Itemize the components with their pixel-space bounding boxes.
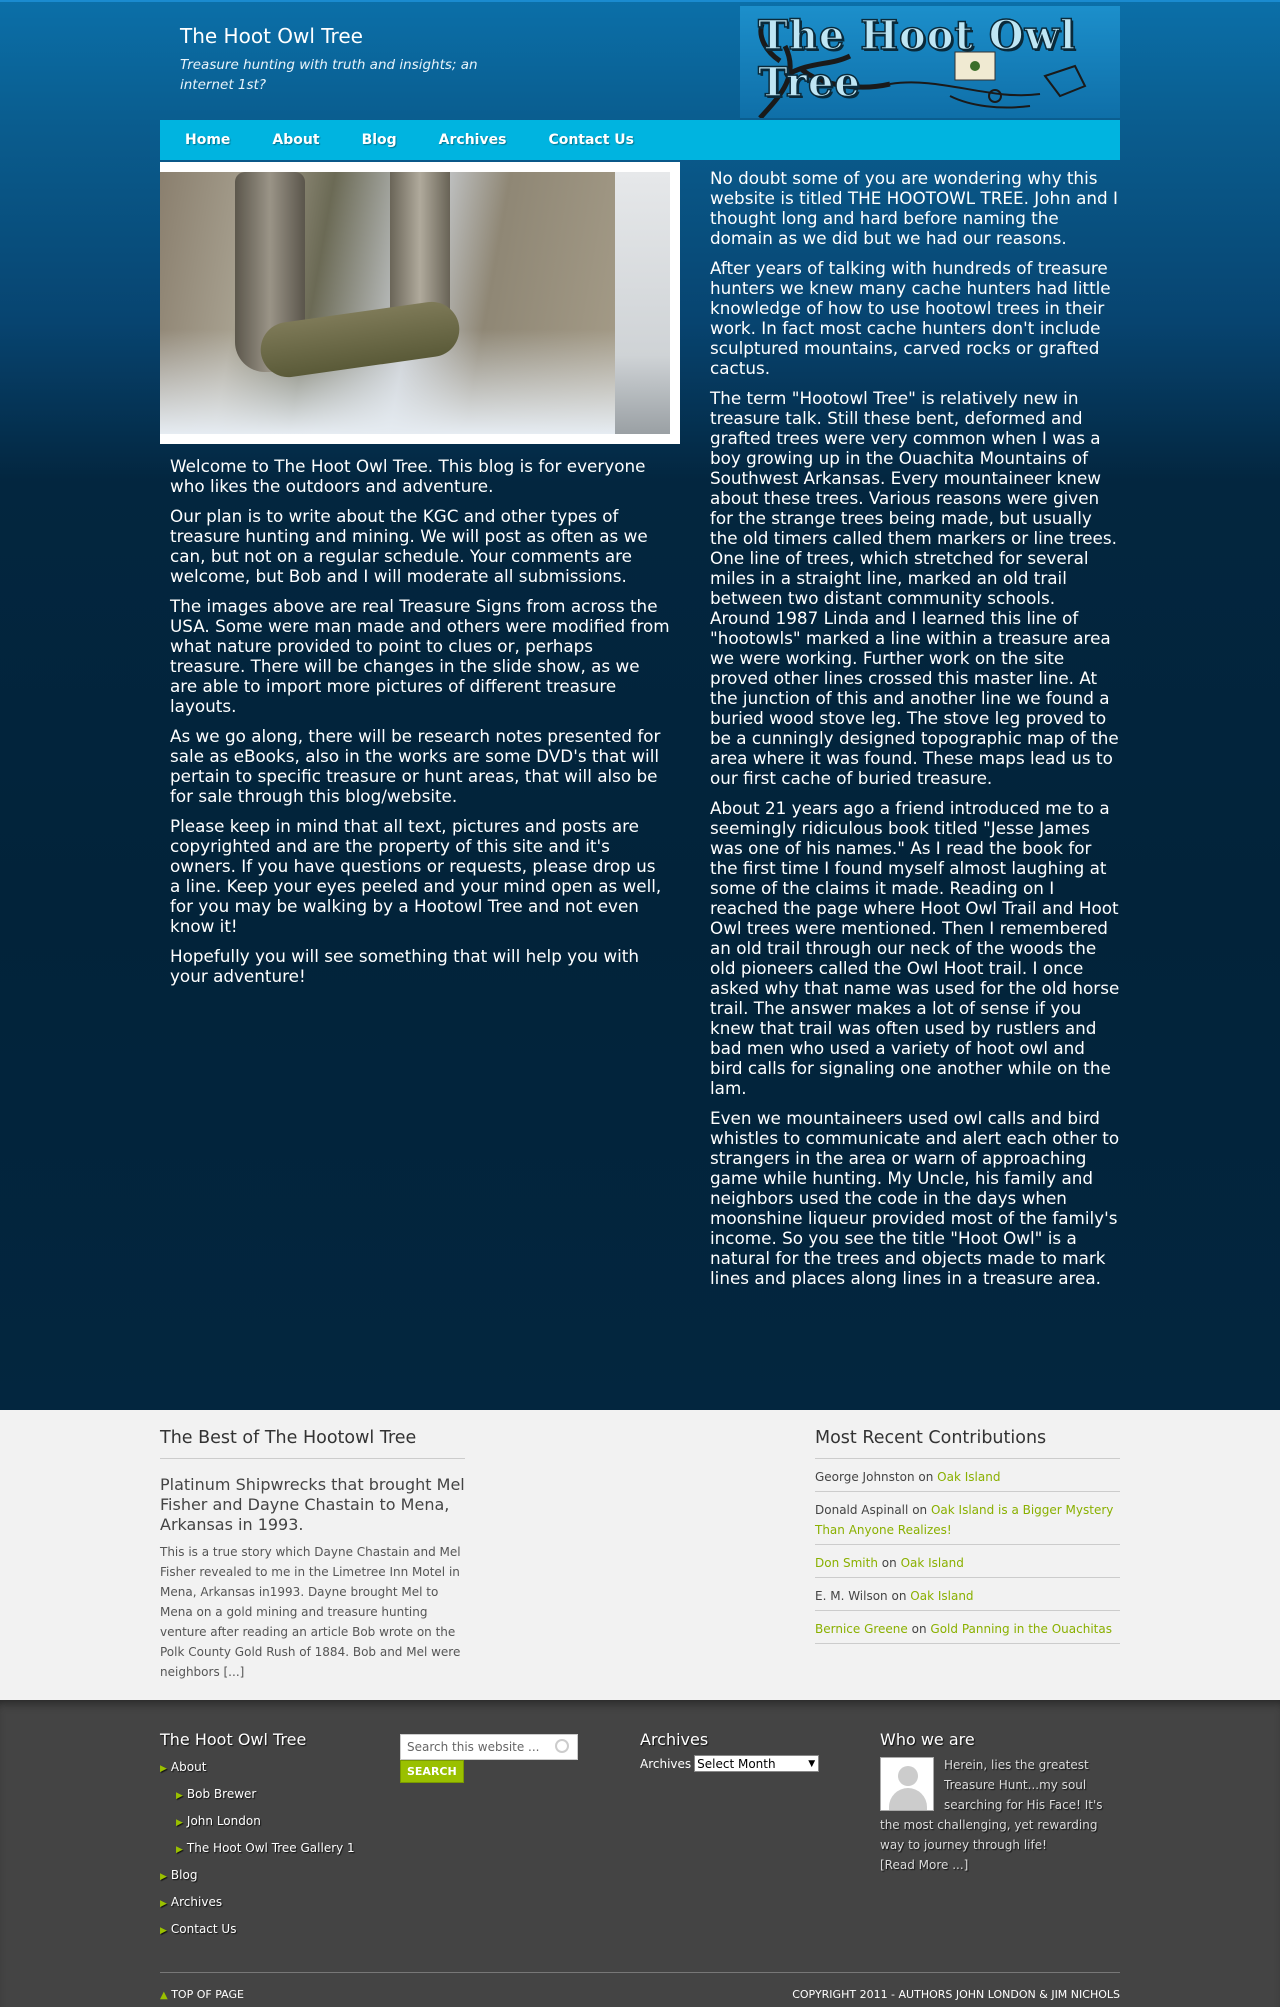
- best-of-widget: [160, 1428, 465, 1682]
- slideshow[interactable]: [160, 162, 680, 444]
- read-more-link[interactable]: [Read More ...]: [880, 1858, 969, 1872]
- footer-who-widget: [880, 1730, 1120, 1944]
- site-description: Treasure hunting with truth and insights; an internet 1st?: [180, 57, 478, 93]
- intro-paragraph: Hopefully you will see something that will help you with your adventure!: [170, 946, 639, 986]
- archives-title: Archives: [640, 1730, 709, 1749]
- menu-label: Bob Brewer: [186, 1787, 257, 1801]
- chevron-down-icon: ▼: [808, 1758, 816, 1769]
- about-paragraph: After years of talking with hundreds of treasure hunters we knew many cache hunters had little knowledge of how to use hootowl trees in their work. In fact most cache hunters don't include sculptured mountains, carved rocks or grafted cactus.: [710, 258, 1111, 378]
- footer-menu-bob-brewer[interactable]: [160, 1782, 400, 1809]
- nav-about[interactable]: About: [272, 132, 320, 148]
- search-icon: [555, 1739, 569, 1753]
- nav-blog[interactable]: Blog: [361, 132, 397, 148]
- archives-label: Archives: [640, 1756, 692, 1771]
- arrow-up-icon: ▲: [160, 1990, 168, 2001]
- bullet-icon: ▶: [160, 1872, 167, 1882]
- menu-label: The Hoot Owl Tree Gallery 1: [186, 1841, 355, 1855]
- comment-item: [815, 1492, 1120, 1545]
- site-logo[interactable]: [740, 6, 1120, 118]
- comment-author: Donald Aspinall: [815, 1503, 909, 1517]
- menu-label: Archives: [170, 1895, 223, 1909]
- menu-label: Contact Us: [170, 1922, 237, 1936]
- bullet-icon: ▶: [176, 1845, 183, 1855]
- about-paragraph: No doubt some of you are wondering why this website is titled THE HOOTOWL TREE. John and I thought long and hard before naming the domain as we did but we had our reasons.: [710, 168, 1118, 248]
- recent-heading: Most Recent Contributions: [815, 1428, 1120, 1459]
- logo-text: The Hoot Owl Tree: [758, 12, 1077, 106]
- comment-item: [815, 1545, 1120, 1578]
- footer-menu-about[interactable]: [160, 1755, 400, 1782]
- about-paragraph: The term "Hootowl Tree" is relatively new in treasure talk. Still these bent, deformed and grafted trees were very common when I was a boy growing up in the Ouachita Mountains of Southwest Arkansas. Every mountaineer knew about these trees. Various reasons were given for the strange trees being made, but usually the old timers called them markers or line trees. One line of trees, which stretched for several miles in a straight line, marked an old trail between two distant community schools. Around 1987 Linda and I learned this line of "hootowls" marked a line within a treasure area we were working. Further work on the site proved other lines crossed this master line. At the junction of this and another line we found a buried wood stove leg. The stove leg proved to be a cunningly designed topographic map of the area where it was found. These maps lead us to our first cache of buried treasure.: [710, 388, 1119, 788]
- comment-author: George Johnston: [815, 1470, 915, 1484]
- featured-post-title[interactable]: Platinum Shipwrecks that brought Mel Fisher and Dayne Chastain to Mena, Arkansas in 1993.: [160, 1475, 465, 1534]
- footer-menu-gallery[interactable]: [160, 1836, 400, 1863]
- comment-author-link[interactable]: Bernice Greene: [815, 1622, 908, 1636]
- site-header: [160, 2, 1120, 120]
- recent-comments-widget: [815, 1428, 1120, 1682]
- best-of-heading: The Best of The Hootowl Tree: [160, 1428, 465, 1459]
- top-of-page-label: TOP OF PAGE: [171, 1988, 244, 2001]
- intro-paragraph: Welcome to The Hoot Owl Tree. This blog is for everyone who likes the outdoors and adventure.: [170, 456, 646, 496]
- intro-paragraph: Please keep in mind that all text, pictures and posts are copyrighted and are the property of this site and it's owners. If you have questions or requests, please drop us a line. Keep your eyes peeled and your mind open as well, for you may be walking by a Hootowl Tree and not even know it!: [170, 816, 662, 936]
- site-title[interactable]: The Hoot Owl Tree: [180, 24, 363, 48]
- footer-bottom-bar: [160, 1972, 1120, 2001]
- intro-text: [160, 444, 680, 986]
- who-description: Herein, lies the greatest Treasure Hunt...my soul searching for His Face! It's the most challenging, yet rewarding way to journey through life!: [880, 1758, 1103, 1852]
- slide-next-preview: [615, 172, 670, 434]
- comment-on: on: [911, 1622, 927, 1636]
- intro-paragraph: As we go along, there will be research notes presented for sale as eBooks, also in the works are some DVD's that will pertain to specific treasure or hunt areas, that will also be for sale through this blog/website.: [170, 726, 661, 806]
- footer-widgets: [0, 1700, 1280, 2007]
- search-input[interactable]: [400, 1734, 578, 1760]
- bullet-icon: ▶: [160, 1764, 167, 1774]
- comment-item: [815, 1459, 1120, 1492]
- comment-post-link[interactable]: Oak Island: [900, 1556, 964, 1570]
- featured-post-excerpt: This is a true story which Dayne Chastain and Mel Fisher revealed to me in the Limetree Inn Motel in Mena, Arkansas in1993. Dayne brought Mel to Mena on a gold mining and treasure hunting venture after reading an article Bob wrote on the Polk County Gold Rush of 1884. Bob and Mel were neighbors [...]: [160, 1545, 461, 1679]
- footer-menu-archives[interactable]: [160, 1890, 400, 1917]
- comment-author: E. M. Wilson: [815, 1589, 888, 1603]
- comment-item: [815, 1611, 1120, 1644]
- nav-contact-us[interactable]: Contact Us: [548, 132, 635, 148]
- menu-label: Blog: [170, 1868, 198, 1882]
- footer-archives-widget: [640, 1730, 880, 1944]
- footer-search-widget: [400, 1730, 640, 1944]
- comment-author-link[interactable]: Don Smith: [815, 1556, 878, 1570]
- footer-menu-widget: [160, 1730, 400, 1944]
- menu-label: John London: [186, 1814, 261, 1828]
- footer-menu-blog[interactable]: [160, 1863, 400, 1890]
- slide-image: [160, 172, 615, 434]
- footer-menu-john-london[interactable]: [160, 1809, 400, 1836]
- archives-select-value: Select Month: [697, 1756, 776, 1771]
- about-text: [710, 160, 1120, 1298]
- comment-post-link[interactable]: Oak Island: [910, 1589, 974, 1603]
- who-title: Who we are: [880, 1730, 975, 1749]
- bullet-icon: ▶: [176, 1818, 183, 1828]
- comment-item: [815, 1578, 1120, 1611]
- intro-paragraph: Our plan is to write about the KGC and other types of treasure hunting and mining. We will post as often as we can, but not on a regular schedule. Your comments are welcome, but Bob and I will moderate all submissions.: [170, 506, 648, 586]
- featured-band: [0, 1410, 1280, 1700]
- bullet-icon: ▶: [160, 1899, 167, 1909]
- comment-post-link[interactable]: Oak Island: [937, 1470, 1001, 1484]
- avatar: [880, 1757, 934, 1811]
- menu-label: About: [170, 1760, 207, 1774]
- comment-on: on: [881, 1556, 897, 1570]
- top-of-page-link[interactable]: [160, 1988, 244, 2001]
- footer-menu-contact[interactable]: [160, 1917, 400, 1944]
- comment-post-link[interactable]: Oak Island is a Bigger Mystery Than Anyone Realizes!: [815, 1503, 1114, 1537]
- comment-on: on: [918, 1470, 934, 1484]
- nav-archives[interactable]: Archives: [438, 132, 507, 148]
- comment-on: on: [912, 1503, 928, 1517]
- search-placeholder: Search this website ...: [407, 1740, 540, 1754]
- bullet-icon: ▶: [176, 1791, 183, 1801]
- footer-menu-title: The Hoot Owl Tree: [160, 1730, 307, 1749]
- copyright: COPYRIGHT 2011 - AUTHORS JOHN LONDON & JIM NICHOLS: [792, 1988, 1120, 2001]
- archives-month-select[interactable]: [694, 1755, 819, 1772]
- comment-on: on: [891, 1589, 907, 1603]
- main-nav: [160, 120, 1120, 160]
- nav-home[interactable]: Home: [185, 132, 231, 148]
- comment-post-link[interactable]: Gold Panning in the Ouachitas: [930, 1622, 1112, 1636]
- bullet-icon: ▶: [160, 1926, 167, 1936]
- about-paragraph: About 21 years ago a friend introduced me to a seemingly ridiculous book titled "Jesse James was one of his names." As I read the book for the first time I found myself almost laughing at some of the claims it made. Reading on I reached the page where Hoot Owl Trail and Hoot Owl trees were mentioned. Then I remembered an old trail through our neck of the woods the old pioneers called the Owl Hoot trail. I once asked why that name was used for the old horse trail. The answer makes a lot of sense if you knew that trail was often used by rustlers and bad men who used a variety of hoot owl and bird calls for signaling one another while on the lam.: [710, 798, 1120, 1098]
- about-paragraph: Even we mountaineers used owl calls and bird whistles to communicate and alert each other to strangers in the area or warn of approaching game while hunting. My Uncle, his family and neighbors used the code in the days when moonshine liqueur provided most of the family's income. So you see the title "Hoot Owl" is a natural for the trees and objects made to mark lines and places along lines in a treasure area.: [710, 1108, 1120, 1288]
- intro-paragraph: The images above are real Treasure Signs from across the USA. Some were man made and others were modified from what nature provided to point to clues or, perhaps treasure. There will be changes in the slide show, as we are able to import more pictures of different treasure layouts.: [170, 596, 670, 716]
- search-button[interactable]: SEARCH: [400, 1760, 464, 1783]
